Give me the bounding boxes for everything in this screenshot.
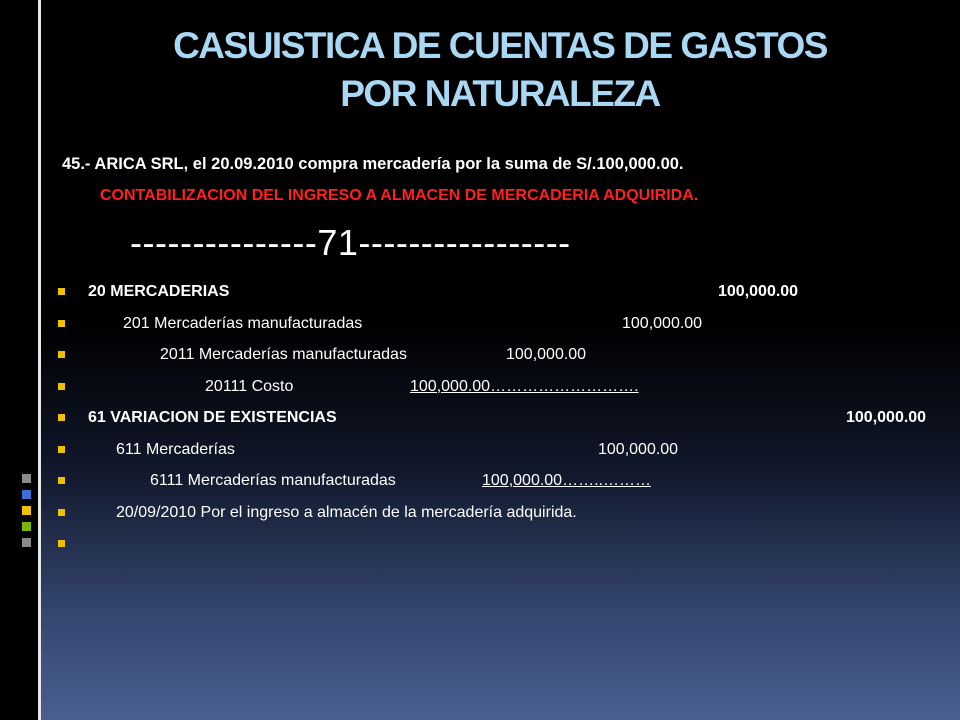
account-amount: 100,000.00 — [598, 440, 679, 458]
account-amount: 100,000.00 — [506, 346, 587, 363]
list-item — [58, 378, 958, 410]
list-item — [58, 346, 958, 378]
square-bullet-icon — [58, 540, 65, 547]
deco-square-yellow — [22, 506, 31, 515]
square-bullet-icon — [58, 509, 65, 516]
deco-square-green — [22, 522, 31, 531]
account-amount: 100,000.00………………………. — [410, 377, 639, 395]
list-item — [58, 504, 958, 536]
title-line-2: POR NATURALEZA — [340, 73, 660, 114]
account-divider: ---------------71----------------- — [130, 222, 571, 263]
square-bullet-icon — [58, 288, 65, 295]
account-amount: 100,000.00……..……… — [482, 472, 651, 489]
question-text: 45.- ARICA SRL, el 20.09.2010 compra mercadería por la suma de S/.100,000.00. — [62, 155, 684, 173]
list-item — [58, 315, 958, 347]
square-bullet-icon — [58, 320, 65, 327]
account-label: 201 Mercaderías manufacturadas — [123, 314, 363, 332]
account-amount: 100,000.00 — [622, 314, 703, 332]
account-label: 2011 Mercaderías manufacturadas — [160, 346, 407, 363]
subtitle-text: CONTABILIZACION DEL INGRESO A ALMACEN DE MERCADERIA ADQUIRIDA. — [100, 187, 699, 204]
deco-square-gray — [22, 474, 31, 483]
slide-title — [40, 22, 960, 118]
account-amount: 100,000.00 — [846, 409, 927, 426]
list-item — [58, 409, 958, 441]
account-label: 61 VARIACION DE EXISTENCIAS — [88, 409, 337, 426]
deco-square-blue — [22, 490, 31, 499]
square-bullet-icon — [58, 414, 65, 421]
deco-square-gray-2 — [22, 538, 31, 547]
left-decoration — [0, 0, 40, 720]
square-bullet-icon — [58, 446, 65, 453]
account-label: 20111 Costo — [205, 377, 294, 395]
account-label: 20 MERCADERIAS — [88, 283, 230, 300]
journal-entry-list — [58, 283, 958, 567]
square-bullet-icon — [58, 477, 65, 484]
list-item — [58, 441, 958, 473]
account-amount: 100,000.00 — [718, 283, 799, 300]
list-item — [58, 472, 958, 504]
account-label: 611 Mercaderías — [116, 440, 235, 458]
title-line-1: CASUISTICA DE CUENTAS DE GASTOS — [173, 25, 827, 66]
list-item — [58, 283, 958, 315]
square-bullet-icon — [58, 351, 65, 358]
entry-description: 20/09/2010 Por el ingreso a almacén de la mercadería adquirida. — [116, 503, 577, 521]
account-label: 6111 Mercaderías manufacturadas — [150, 472, 396, 489]
list-item — [58, 535, 958, 567]
square-bullet-icon — [58, 383, 65, 390]
